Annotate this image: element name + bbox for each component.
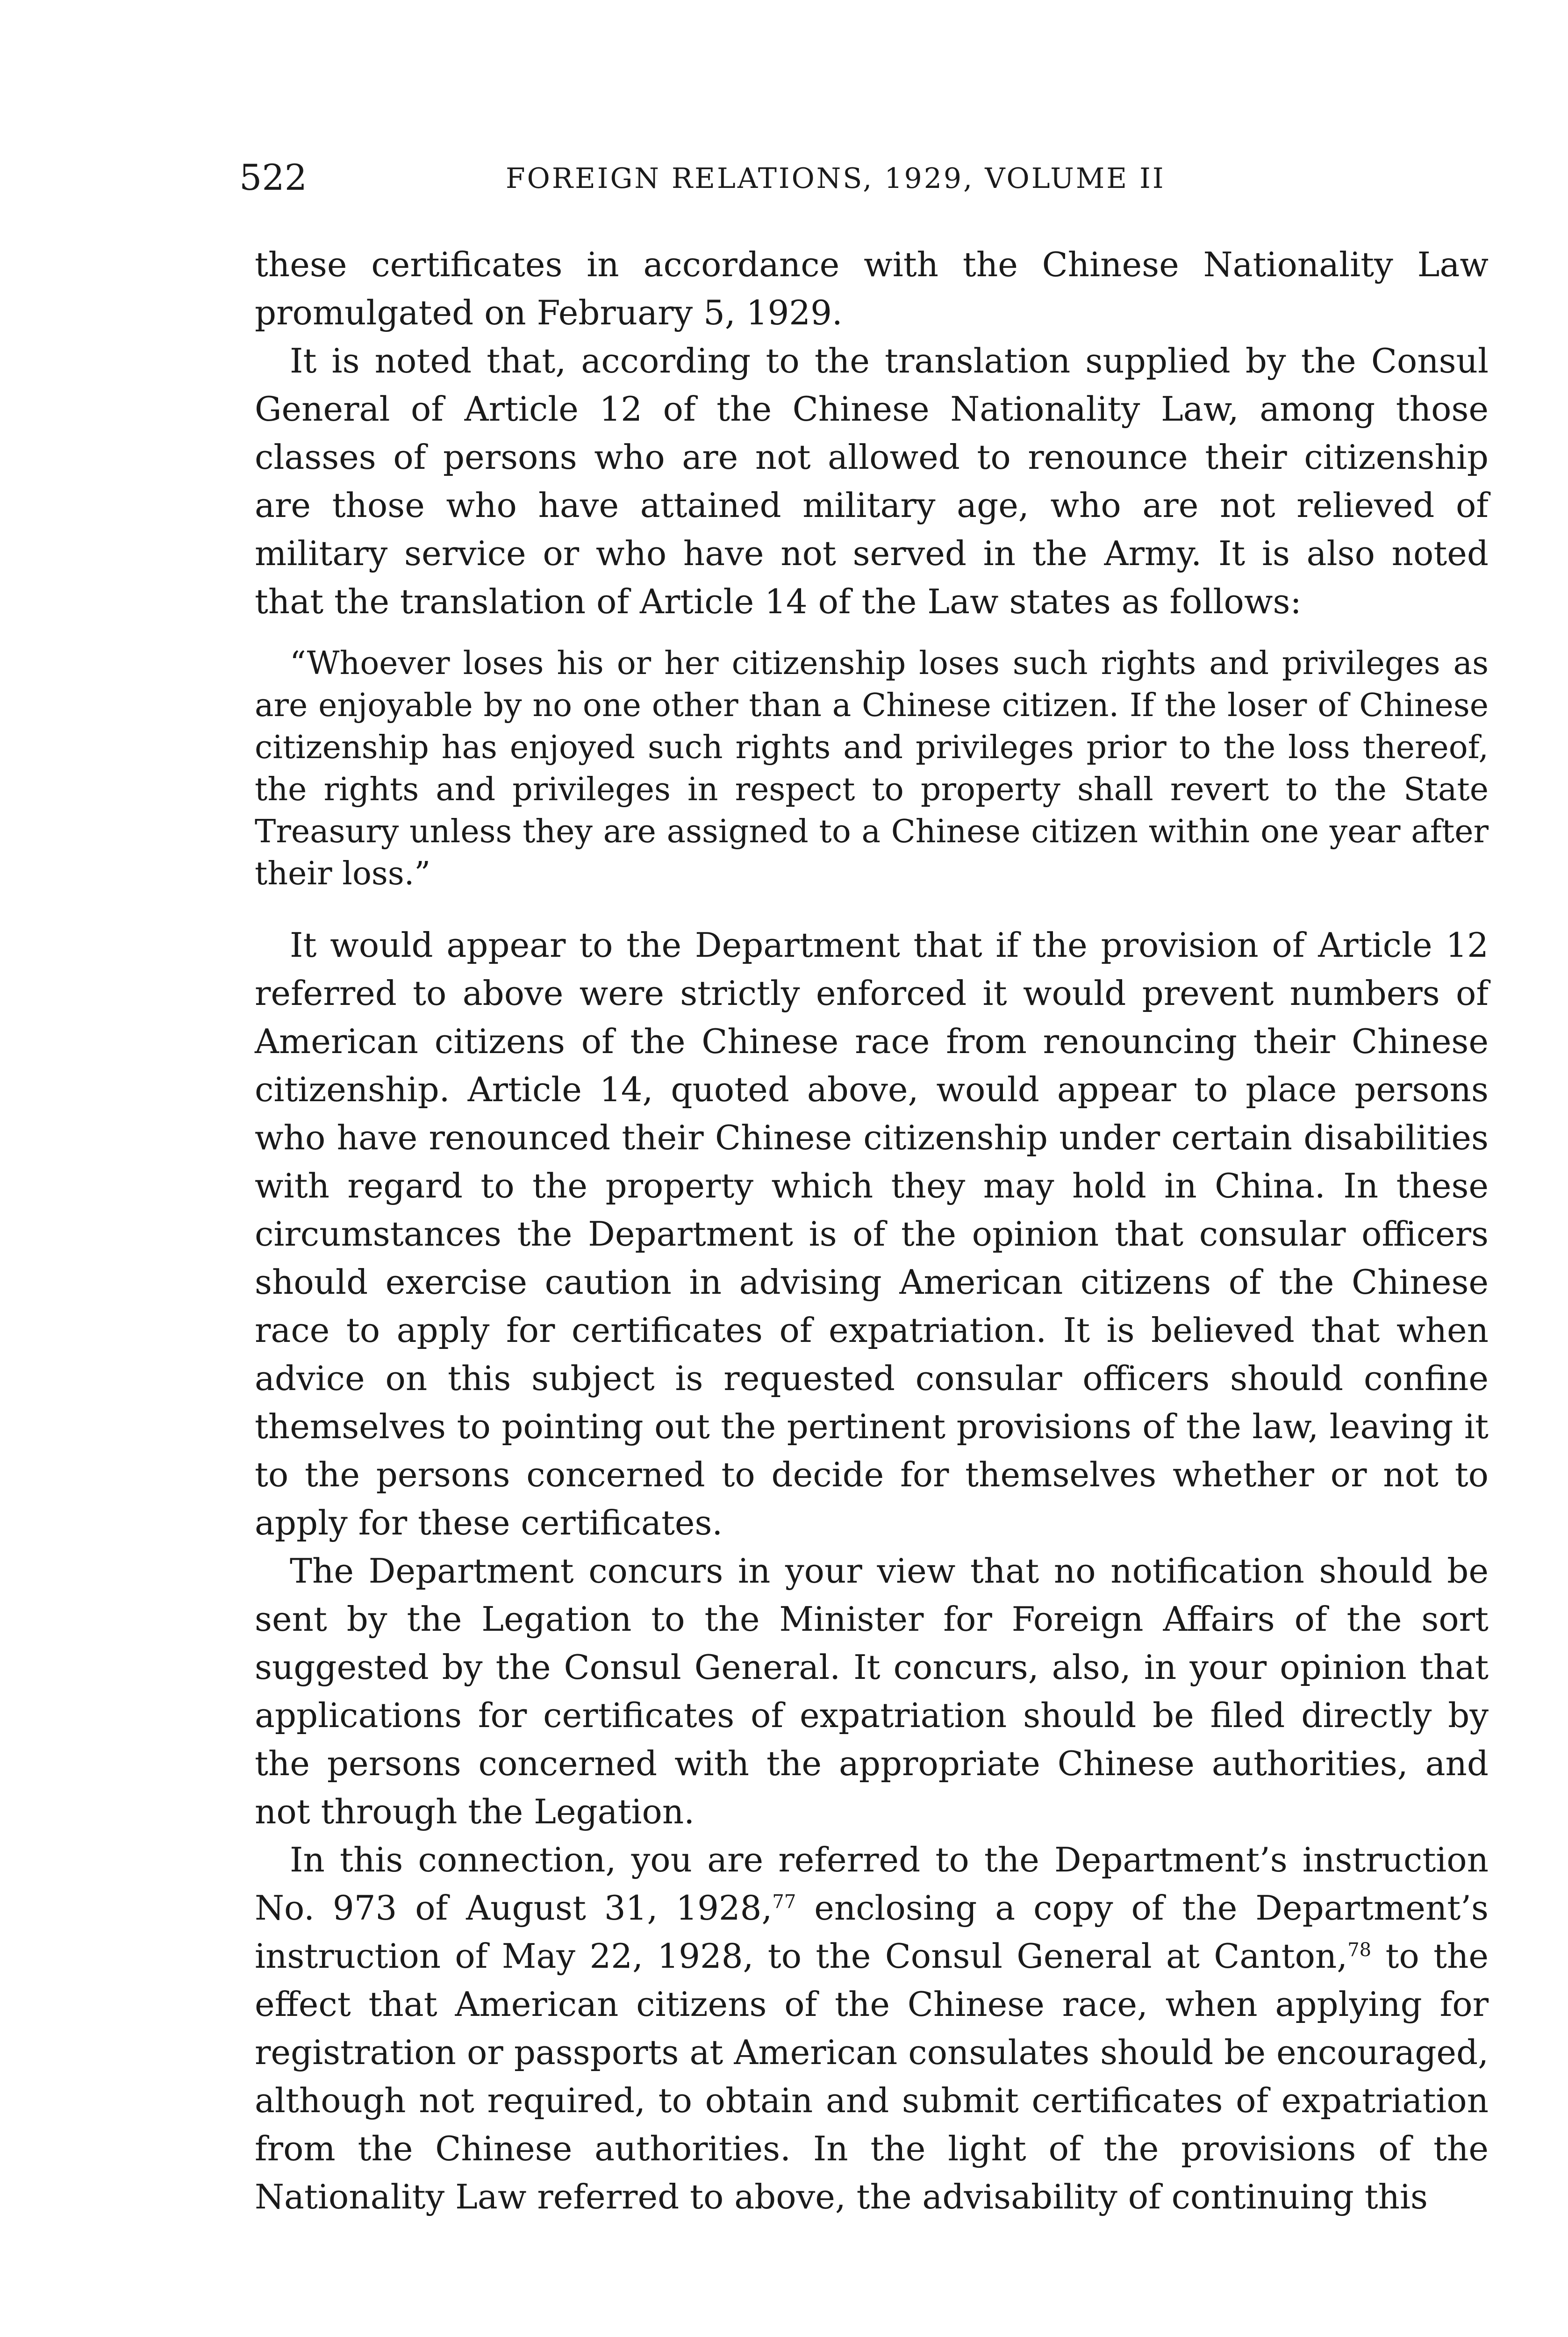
- paragraph-legation-notification: The Department concurs in your view that no notification should be sent by the Legation to the Minister for Foreign Affairs of the sort suggested by the Consul General. It concurs, also, in your opinion that applications for certificates of expatriation should be filed directly by the persons concerned with the appropriate Chinese authorities, and not through the Legation.: [255, 1551, 1489, 1831]
- paragraph-text-part: In this connection, you are referred to the Department’s instruction No. 973 of August 31, 1928,: [255, 1840, 1489, 1928]
- body-text: [255, 241, 1489, 2221]
- footnote-ref-78: 78: [1347, 1939, 1372, 1961]
- running-head: FOREIGN RELATIONS, 1929, VOLUME II: [506, 162, 1166, 195]
- block-quote-article-14: “Whoever loses his or her citizenship loses such rights and privileges as are enjoyable by no one other than a Chinese citizen. If the loser of Chinese citizenship has enjoyed such rights and privileges prior to the loss thereof, the rights and privileges in respect to property shall revert to the State Treasury unless they are assigned to a Chinese citizen within one year after their loss.”: [255, 645, 1489, 892]
- page-header: [239, 154, 1492, 206]
- paragraph-text-part: enclosing a copy of the Department’s instruction of May 22, 1928, to the Consul General at Canton,: [255, 1888, 1489, 1976]
- page-number: 522: [239, 157, 308, 198]
- paragraph-department-view: It would appear to the Department that if the provision of Article 12 referred to above were strictly enforced it would prevent numbers of American citizens of the Chinese race from renouncing their Chinese citizenship. Article 14, quoted above, would appear to place persons who have renounced their Chinese citizenship under certain disabilities with regard to the property which they may hold in China. In these circumstances the Department is of the opinion that consular officers should exercise caution in advising American citizens of the Chinese race to apply for certificates of expatriation. It is believed that when advice on this subject is requested consular officers should confine themselves to pointing out the pertinent provisions of the law, leaving it to the persons concerned to decide for themselves whether or not to apply for these certificates.: [255, 925, 1489, 1542]
- paragraph-translation-note: It is noted that, according to the translation supplied by the Consul General of Article 12 of the Chinese Nationality Law, among those classes of persons who are not allowed to renounce their citizenship are those who have attained military age, who are not relieved of military service or who have not served in the Army. It is also noted that the translation of Article 14 of the Law states as follows:: [255, 341, 1489, 621]
- paragraph-instruction-reference: [255, 1836, 1489, 2221]
- footnote-ref-77: 77: [772, 1891, 796, 1913]
- paragraph-text-part: to the effect that American citizens of the Chinese race, when applying for registration or passports at American consulates should be encouraged, although not required, to obtain and submit certificates of expatriation from the Chinese authorities. In the light of the provisions of the Nationality Law referred to above, the advisability of continuing this: [255, 1936, 1489, 2216]
- paragraph-continuation: these certificates in accordance with the Chinese Nationality Law promulgated on February 5, 1929.: [255, 245, 1489, 332]
